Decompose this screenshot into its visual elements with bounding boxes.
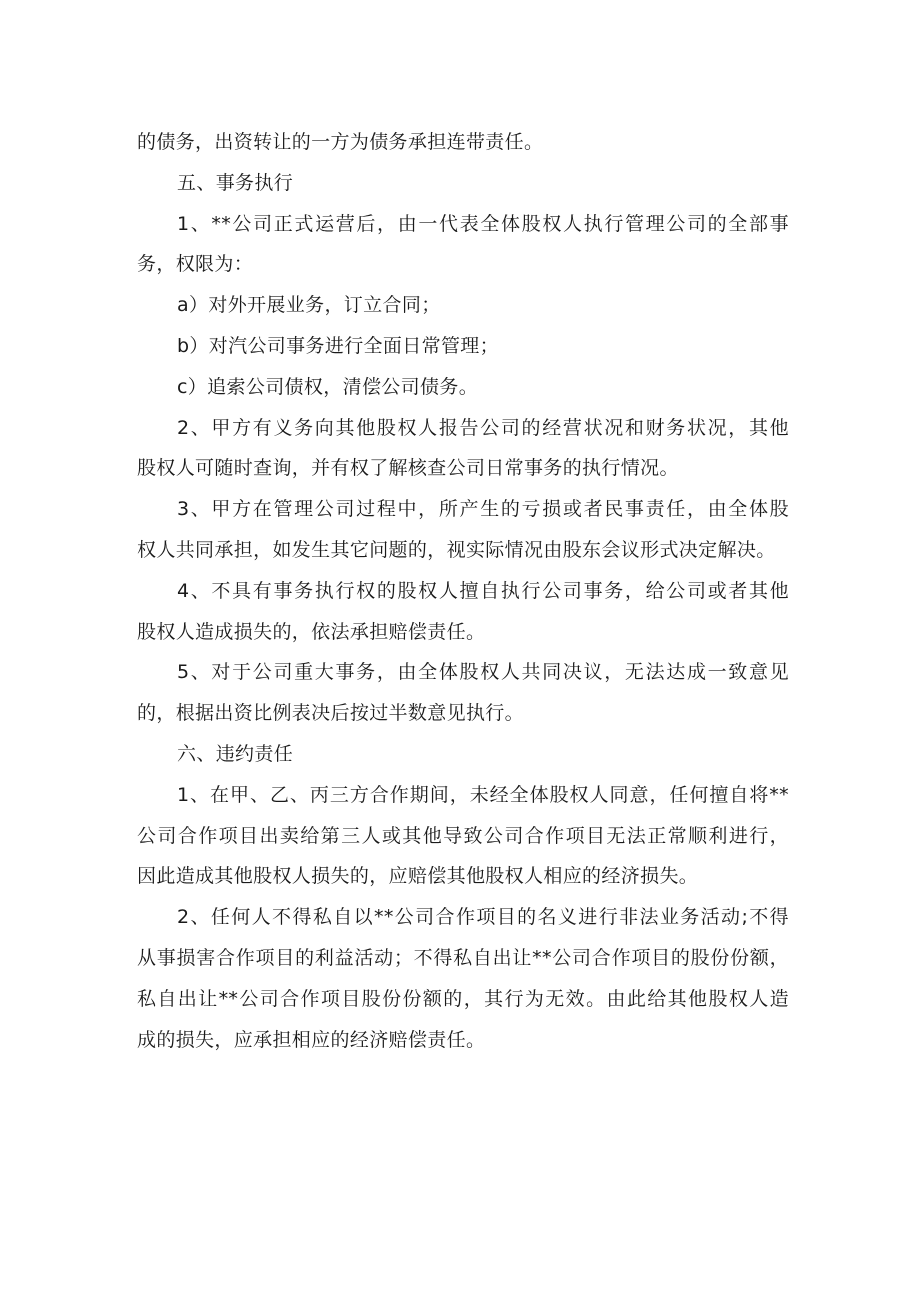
clause-line: 公司合作项目出卖给第三人或其他导致公司合作项目无法正常顺利进行， [137, 824, 789, 847]
section-heading-breach-liability: 六、违约责任 [177, 742, 294, 765]
paragraph-continuation-line: 的债务，出资转让的一方为债务承担连带责任。 [137, 131, 544, 153]
clause-line: 股权人造成损失的，依法承担赔偿责任。 [137, 620, 486, 643]
section-heading-affairs-execution: 五、事务执行 [177, 171, 294, 194]
clause-line: 的，根据出资比例表决后按过半数意见执行。 [137, 702, 525, 725]
clause-line: 成的损失，应承担相应的经济赔偿责任。 [137, 1028, 486, 1051]
clause-line: 1、在甲、乙、丙三方合作期间，未经全体股权人同意，任何擅自将** [177, 783, 789, 806]
document-body [137, 122, 789, 1060]
sub-item-b: b）对汽公司事务进行全面日常管理； [177, 334, 500, 357]
clause-line: 因此造成其他股权人损失的，应赔偿其他股权人相应的经济损失。 [137, 865, 699, 888]
clause-line: 股权人可随时查询，并有权了解核查公司日常事务的执行情况。 [137, 457, 679, 480]
clause-line: 1、**公司正式运营后，由一代表全体股权人执行管理公司的全部事 [177, 212, 789, 235]
sub-item-a: a）对外开展业务，订立合同； [177, 294, 441, 317]
clause-line: 权人共同承担，如发生其它问题的，视实际情况由股东会议形式决定解决。 [137, 538, 776, 561]
clause-line: 2、甲方有义务向其他股权人报告公司的经营状况和财务状况，其他 [177, 416, 789, 439]
clause-line: 5、对于公司重大事务，由全体股权人共同决议，无法达成一致意见 [177, 661, 789, 684]
clause-line: 私自出让**公司合作项目股份份额的，其行为无效。由此给其他股权人造 [137, 987, 789, 1010]
sub-item-c: c）追索公司债权，清偿公司债务。 [177, 375, 479, 398]
clause-line: 4、不具有事务执行权的股权人擅自执行公司事务，给公司或者其他 [177, 579, 789, 602]
clause-line: 务，权限为： [137, 253, 254, 276]
clause-line: 从事损害合作项目的利益活动；不得私自出让**公司合作项目的股份份额， [137, 946, 789, 969]
clause-line: 3、甲方在管理公司过程中，所产生的亏损或者民事责任，由全体股 [177, 498, 789, 521]
clause-line: 2、任何人不得私自以**公司合作项目的名义进行非法业务活动;不得 [177, 906, 789, 929]
